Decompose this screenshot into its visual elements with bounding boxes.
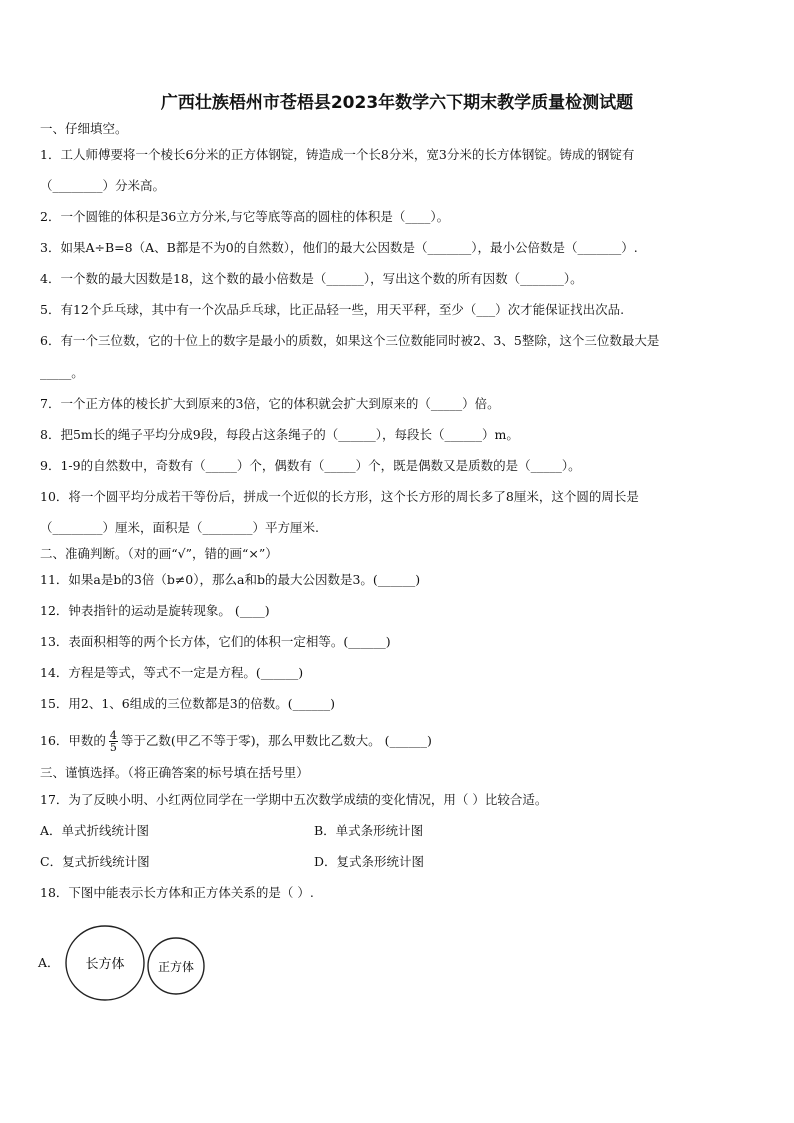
question-3: 3．如果A÷B=8（A、B都是不为0的自然数），他们的最大公因数是（_______），最小公倍数是（_______）. bbox=[40, 240, 638, 255]
question-16 bbox=[40, 730, 760, 753]
question-17-option-c: C．复式折线统计图 bbox=[40, 854, 150, 869]
question-6-line-2: _____。 bbox=[40, 365, 84, 380]
question-4: 4．一个数的最大因数是18，这个数的最小倍数是（______），写出这个数的所有因数（_______）。 bbox=[40, 271, 583, 286]
question-17-option-a: A．单式折线统计图 bbox=[40, 823, 150, 838]
question-18: 18．下图中能表示长方体和正方体关系的是（ ）. bbox=[40, 885, 314, 900]
question-16-suffix: 等于乙数(甲乙不等于零)，那么甲数比乙数大。 (______) bbox=[120, 733, 432, 748]
section-3-heading: 三、谨慎选择。（将正确答案的标号填在括号里） bbox=[40, 765, 309, 780]
question-18-option-a-label: A． bbox=[38, 955, 60, 970]
question-8: 8．把5m长的绳子平均分成9段，每段占这条绳子的（______），每段长（______）m。 bbox=[40, 427, 519, 442]
section-1-heading: 一、仔细填空。 bbox=[40, 121, 128, 136]
question-10-line-2: （________）厘米，面积是（________）平方厘米. bbox=[40, 520, 319, 535]
question-14: 14．方程是等式，等式不一定是方程。(______) bbox=[40, 665, 304, 680]
question-13: 13．表面积相等的两个长方体，它们的体积一定相等。(______) bbox=[40, 634, 391, 649]
question-9: 9．1-9的自然数中，奇数有（_____）个，偶数有（_____）个，既是偶数又是质数的是（_____）。 bbox=[40, 458, 581, 473]
question-6-line-1: 6．有一个三位数，它的十位上的数字是最小的质数，如果这个三位数能同时被2、3、5整除，这个三位数最大是 bbox=[40, 333, 660, 348]
question-1-line-2: （________）分米高。 bbox=[40, 178, 166, 193]
question-16-prefix: 16．甲数的 bbox=[40, 733, 106, 748]
question-7: 7．一个正方体的棱长扩大到原来的3倍，它的体积就会扩大到原来的（_____）倍。 bbox=[40, 396, 500, 411]
venn-diagram-option-a bbox=[38, 918, 218, 1003]
fraction-four-fifths bbox=[109, 730, 118, 753]
question-5: 5．有12个乒乓球，其中有一个次品乒乓球，比正品轻一些，用天平秤，至少（___）次才能保证找出次品. bbox=[40, 302, 625, 317]
question-17-option-d: D．复式条形统计图 bbox=[314, 854, 425, 869]
fraction-numerator: 4 bbox=[109, 729, 117, 742]
question-12: 12．钟表指针的运动是旋转现象。 (____) bbox=[40, 603, 270, 618]
cube-label: 正方体 bbox=[157, 960, 195, 974]
question-17-option-b: B．单式条形统计图 bbox=[314, 823, 424, 838]
cuboid-label: 长方体 bbox=[85, 957, 125, 972]
question-10-line-1: 10．将一个圆平均分成若干等份后，拼成一个近似的长方形，这个长方形的周长多了8厘米，这个圆的周长是 bbox=[40, 489, 639, 504]
fraction-denominator: 5 bbox=[109, 741, 117, 754]
question-17: 17．为了反映小明、小红两位同学在一学期中五次数学成绩的变化情况，用（ ）比较合适。 bbox=[40, 792, 548, 807]
question-11: 11．如果a是b的3倍（b≠0），那么a和b的最大公因数是3。(______) bbox=[40, 572, 421, 587]
section-2-heading: 二、准确判断。（对的画“√”，错的画“×”） bbox=[40, 546, 278, 561]
question-15: 15．用2、1、6组成的三位数都是3的倍数。(______) bbox=[40, 696, 335, 711]
question-2: 2．一个圆锥的体积是36立方分米,与它等底等高的圆柱的体积是（____）。 bbox=[40, 209, 450, 224]
page-title: 广西壮族梧州市苍梧县2023年数学六下期末教学质量检测试题 bbox=[160, 93, 634, 113]
question-1-line-1: 1．工人师傅要将一个棱长6分米的正方体钢锭，铸造成一个长8分米，宽3分米的长方体钢锭。铸成的钢锭有 bbox=[40, 147, 635, 162]
